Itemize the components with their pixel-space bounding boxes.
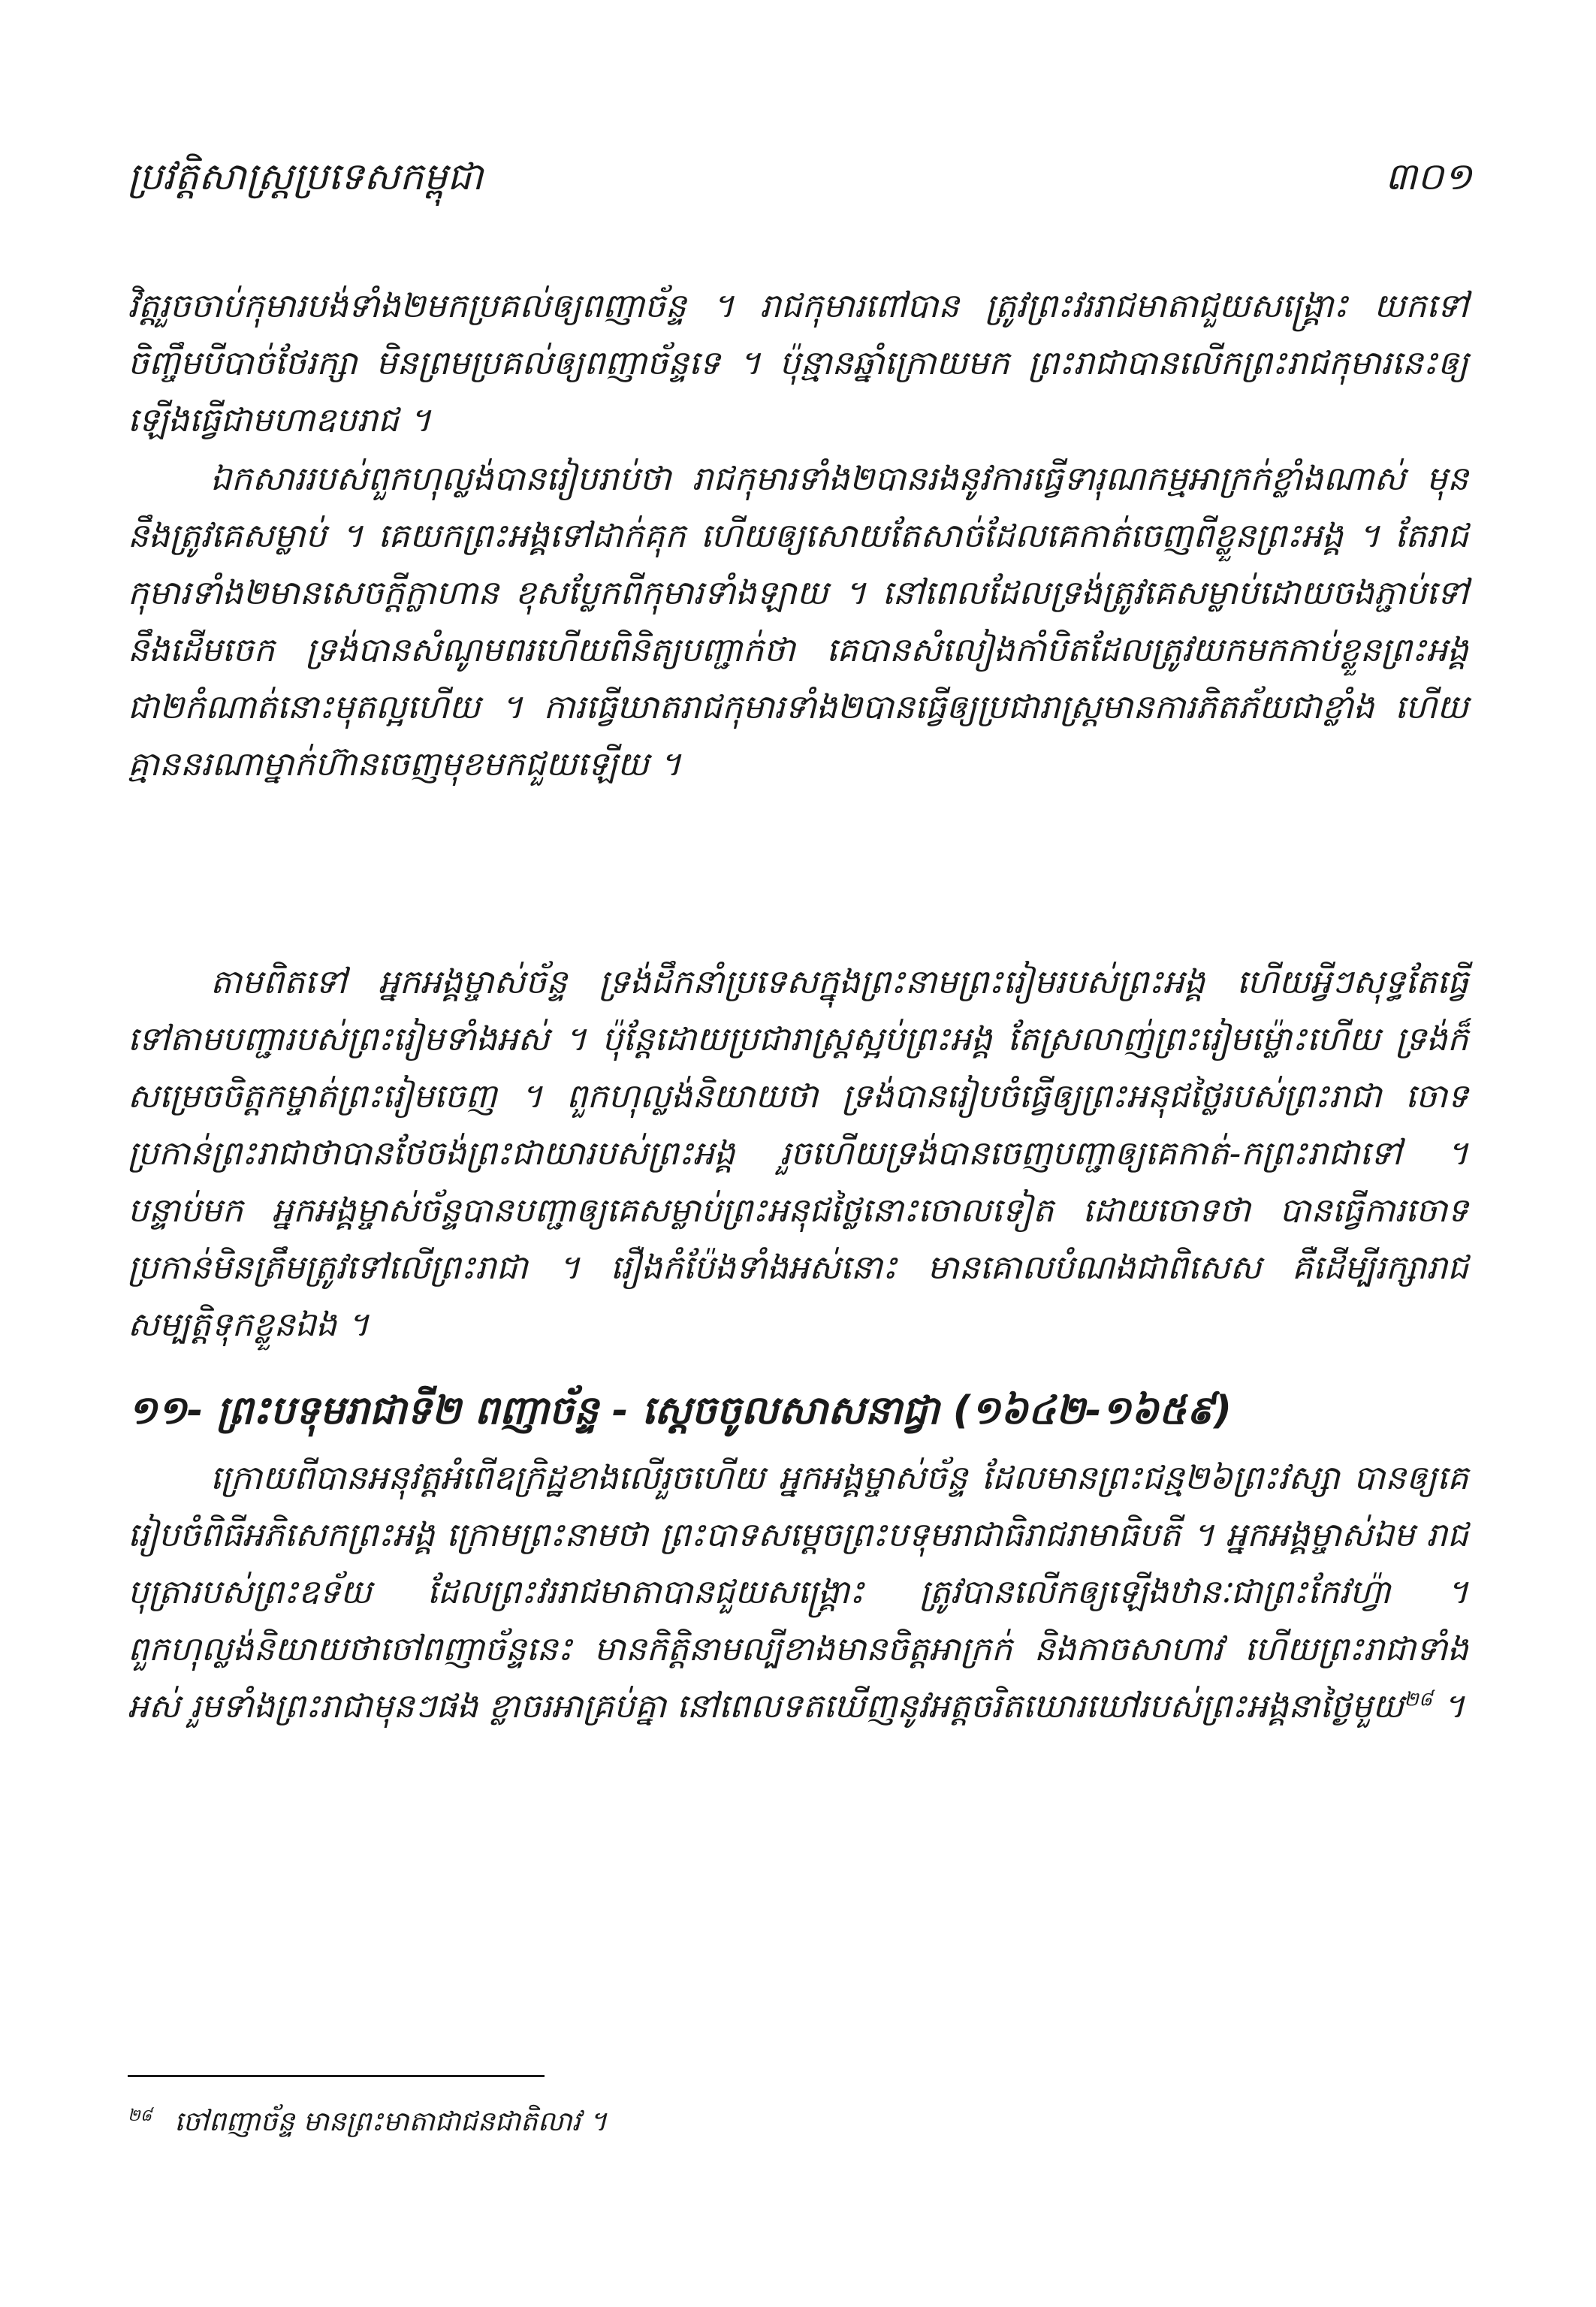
running-header-title: ប្រវត្តិសាស្ត្រប្រទេសកម្ពុជា	[128, 155, 484, 198]
paragraph-4-text: ក្រោយពីបានអនុវត្តអំពើឧក្រិដ្ឋខាងលើរួចហើយ អ្នកអង្គម្ចាស់ច័ន្ទ ដែលមានព្រះជន្ម២៦ព្រះវស្សា បានឲ្យគេរៀបចំពិធីអភិសេកព្រះអង្គ ក្រោមព្រះនាមថា ព្រះបាទសម្តេចព្រះបទុមរាជាធិរាជរាមាធិបតី ។ អ្នកអង្គម្ចាស់ឯម រាជបុត្រារបស់ព្រះឧទ័យ ដែលព្រះវររាជមាតាបានជួយសង្គ្រោះ ត្រូវបានលើកឲ្យឡើងឋានៈជាព្រះកែវហ្វ៉ា ។ ពួកហុល្លង់និយាយថាចៅពញាច័ន្ទនេះ មានកិត្តិនាមល្បីខាងមានចិត្តអាក្រក់ និងកាចសាហាវ ហើយព្រះរាជាទាំងអស់ រួមទាំងព្រះរាជាមុនៗផង ខ្លាចរអាគ្រប់គ្នា នៅពេលទតឃើញនូវអត្តចរិតឃោរឃៅរបស់ព្រះអង្គនាថ្ងៃមួយ	[128, 1459, 1468, 1726]
footnote-divider	[128, 2075, 545, 2077]
section-heading: ១១- ព្រះបទុមរាជាទី២ ពញាច័ន្ទ - ស្តេចចូលសាសនាជ្វា (១៦៤២-១៦៥៩)	[128, 1388, 1232, 1433]
paragraph-2: ឯកសាររបស់ពួកហុល្លង់បានរៀបរាប់ថា រាជកុមារទាំង២បានរងនូវការធ្វើទារុណកម្មអាក្រក់ខ្លាំងណាស់ មុននឹងត្រូវគេសម្លាប់ ។ គេយកព្រះអង្គទៅដាក់គុក ហើយឲ្យសោយតែសាច់ដែលគេកាត់ចេញពីខ្លួនព្រះអង្គ ។ តែរាជកុមារទាំង២មានសេចក្តីក្លាហាន ខុសប្លែកពីកុមារទាំងឡាយ ។ នៅពេលដែលទ្រង់ត្រូវគេសម្លាប់ដោយចងភ្ជាប់ទៅនឹងដើមចេក ទ្រង់បានសំណូមពរហើយពិនិត្យបញ្ជាក់ថា គេបានសំលៀងកាំបិតដែលត្រូវយកមកកាប់ខ្លួនព្រះអង្គជា២កំណាត់នោះមុតល្អហើយ ។ ការធ្វើឃាតរាជកុមារទាំង២បានធ្វើឲ្យប្រជារាស្ត្រមានការភិតភ័យជាខ្លាំង ហើយគ្មាននរណាម្នាក់ហ៊ានចេញមុខមកជួយឡើយ ។	[128, 460, 1468, 784]
page-number: ៣០១	[1385, 155, 1472, 198]
paragraph-4	[128, 1450, 1468, 1735]
paragraph-3: តាមពិតទៅ អ្នកអង្គម្ចាស់ច័ន្ទ ទ្រង់ដឹកនាំប្រទេសក្នុងព្រះនាមព្រះរៀមរបស់ព្រះអង្គ ហើយអ្វីៗសុទ្ធតែធ្វើទៅតាមបញ្ជារបស់ព្រះរៀមទាំងអស់ ។ ប៉ុន្តែដោយប្រជារាស្ត្រស្អប់ព្រះអង្គ តែស្រលាញ់ព្រះរៀមម៉្លោះហើយ ទ្រង់ក៏សម្រេចចិត្តកម្ចាត់ព្រះរៀមចេញ ។ ពួកហុល្លង់និយាយថា ទ្រង់បានរៀបចំធ្វើឲ្យព្រះអនុជថ្លៃរបស់ព្រះរាជា ចោទប្រកាន់ព្រះរាជាថាបានថែចង់ព្រះជាយារបស់ព្រះអង្គ រួចហើយទ្រង់បានចេញបញ្ជាឲ្យគេកាត់-កព្រះរាជាទៅ ។ បន្ទាប់មក អ្នកអង្គម្ចាស់ច័ន្ទបានបញ្ជាឲ្យគេសម្លាប់ព្រះអនុជថ្លៃនោះចោលទៀត ដោយចោទថា បានធ្វើការចោទប្រកាន់មិនត្រឹមត្រូវទៅលើព្រះរាជា ។ រឿងកំប៉ែងទាំងអស់នោះ មានគោលបំណងជាពិសេស គឺដើម្បីរក្សារាជសម្បត្តិទុកខ្លួនឯង ។	[128, 963, 1468, 1344]
footnote-text: ចៅពញាច័ន្ទ មានព្រះមាតាជាជនជាតិលាវ ។	[174, 2106, 608, 2137]
footnote-number: ២៨	[128, 2106, 152, 2125]
paragraph-1: វិត្តរួចចាប់កុមារបង់ទាំង២មកប្រគល់ឲ្យពញាច័ន្ទ ។ រាជកុមារពៅបាន ត្រូវព្រះវររាជមាតាជួយសង្គ្រោះ យកទៅចិញ្ចឹមបីបាច់ថែរក្សា មិនព្រមប្រគល់ឲ្យពញាច័ន្ទទេ ។ ប៉ុន្មានឆ្នាំក្រោយមក ព្រះរាជាបានលើកព្រះរាជកុមារនេះឲ្យឡើងធ្វើជាមហាឧបរាជ ។	[128, 287, 1468, 439]
footnote	[128, 2103, 1468, 2141]
footnote-reference[interactable]: ២៨	[1404, 1688, 1433, 1711]
paragraph-4-end: ។	[1432, 1687, 1465, 1726]
